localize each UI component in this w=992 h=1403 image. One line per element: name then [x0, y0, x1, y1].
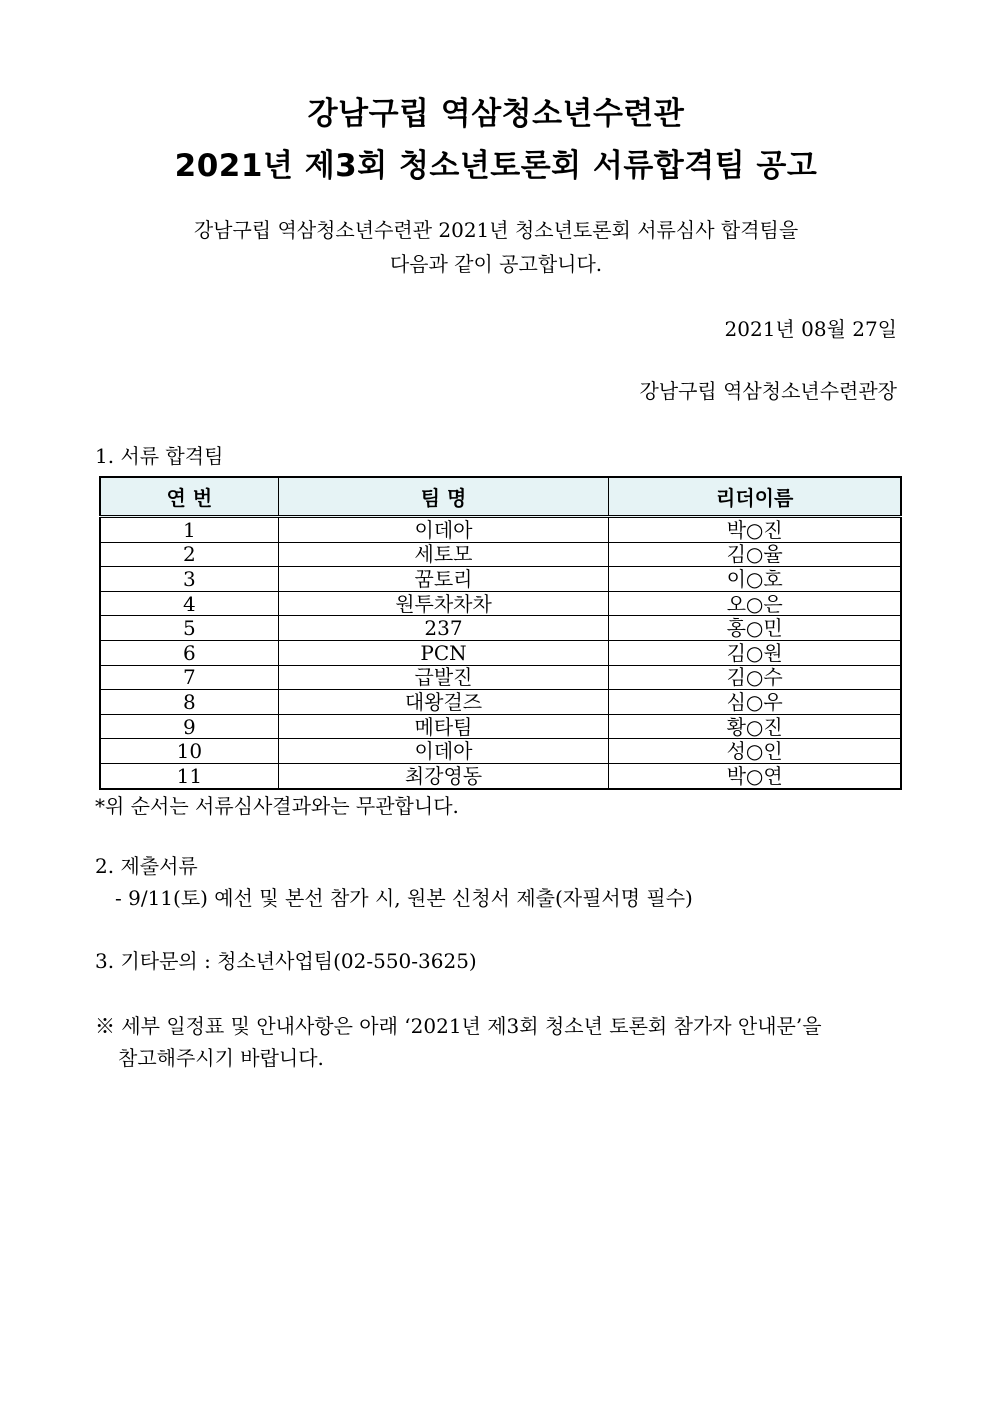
- team-name: 세토모: [278, 542, 609, 567]
- row-number: 6: [100, 640, 278, 665]
- remark-line-2: 참고해주시기 바랍니다.: [118, 1046, 324, 1070]
- table-row: [100, 517, 901, 543]
- table-row: [100, 591, 901, 616]
- team-name: 메타팀: [278, 714, 609, 739]
- row-number: 3: [100, 567, 278, 592]
- team-name: 대왕걸즈: [278, 690, 609, 715]
- row-number: 1: [100, 517, 278, 543]
- team-name: 꿈토리: [278, 567, 609, 592]
- team-name: 이데아: [278, 739, 609, 764]
- table-row: [100, 739, 901, 764]
- row-number: 10: [100, 739, 278, 764]
- leader-name: 성○인: [609, 739, 901, 764]
- announcement-date: 2021년 08월 27일: [724, 317, 897, 341]
- table-row: [100, 690, 901, 715]
- section-3-contact: 3. 기타문의 : 청소년사업팀(02-550-3625): [95, 949, 477, 973]
- intro-line-1: 강남구립 역삼청소년수련관 2021년 청소년토론회 서류심사 합격팀을: [193, 218, 799, 242]
- row-number: 2: [100, 542, 278, 567]
- column-header-leader: 리더이름: [609, 477, 901, 517]
- leader-name: 박○진: [609, 517, 901, 543]
- table-row: [100, 640, 901, 665]
- row-number: 7: [100, 665, 278, 690]
- leader-name: 홍○민: [609, 616, 901, 641]
- column-header-number: 연 번: [100, 477, 278, 517]
- table-row: [100, 542, 901, 567]
- title-line-2: 2021년 제3회 청소년토론회 서류합격팀 공고: [174, 148, 818, 184]
- team-name: 급발진: [278, 665, 609, 690]
- row-number: 4: [100, 591, 278, 616]
- ranking-note: *위 순서는 서류심사결과와는 무관합니다.: [95, 794, 459, 818]
- table-header-row: [100, 477, 901, 517]
- section-1-heading: 1. 서류 합격팀: [95, 444, 224, 468]
- leader-name: 김○원: [609, 640, 901, 665]
- leader-name: 심○우: [609, 690, 901, 715]
- table-body: [100, 517, 901, 789]
- column-header-team: 팀 명: [278, 477, 609, 517]
- issuer: 강남구립 역삼청소년수련관장: [639, 379, 897, 403]
- row-number: 11: [100, 763, 278, 788]
- team-name: 최강영동: [278, 763, 609, 788]
- leader-name: 박○연: [609, 763, 901, 788]
- row-number: 9: [100, 714, 278, 739]
- title-line-1: 강남구립 역삼청소년수련관: [307, 96, 685, 132]
- team-name: 원투차차차: [278, 591, 609, 616]
- team-name: 이데아: [278, 517, 609, 543]
- team-name: PCN: [278, 640, 609, 665]
- leader-name: 이○호: [609, 567, 901, 592]
- intro-line-2: 다음과 같이 공고합니다.: [389, 252, 603, 276]
- table-row: [100, 616, 901, 641]
- table-row: [100, 714, 901, 739]
- remark-line-1: ※ 세부 일정표 및 안내사항은 아래 ‘2021년 제3회 청소년 토론회 참가자 안내문’을: [95, 1014, 822, 1038]
- row-number: 5: [100, 616, 278, 641]
- table-row: [100, 665, 901, 690]
- table-row: [100, 763, 901, 788]
- leader-name: 황○진: [609, 714, 901, 739]
- passed-teams-table: [99, 476, 902, 790]
- row-number: 8: [100, 690, 278, 715]
- leader-name: 김○수: [609, 665, 901, 690]
- leader-name: 김○율: [609, 542, 901, 567]
- section-2-heading: 2. 제출서류: [95, 854, 198, 878]
- table-row: [100, 567, 901, 592]
- team-name: 237: [278, 616, 609, 641]
- section-2-item: - 9/11(토) 예선 및 본선 참가 시, 원본 신청서 제출(자필서명 필수): [115, 886, 693, 910]
- leader-name: 오○은: [609, 591, 901, 616]
